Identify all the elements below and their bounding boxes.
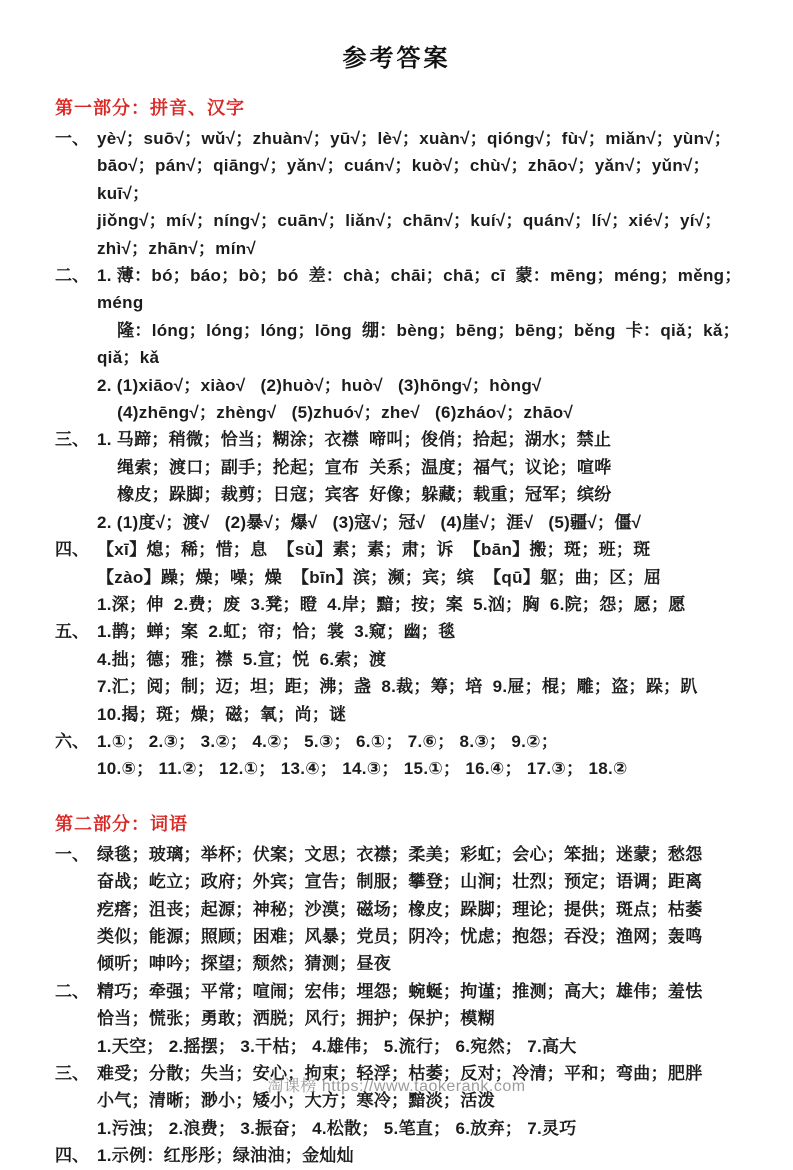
answer-line: 隆：lóng；lóng；lóng；lōng 绷：bèng；bēng；bēng；běng 卡：qiǎ；kǎ；qiǎ；kǎ: [97, 320, 740, 368]
answer-line: jiǒng√；mí√；níng√；cuān√；liǎn√；chān√；kuí√；quán√；lí√；xié√；yí√；: [97, 211, 722, 231]
answer-item: [55, 728, 753, 783]
item-label: 六、: [55, 731, 89, 751]
item-label: 四、: [55, 1146, 89, 1166]
answer-line: 1.污浊； 2.浪费； 3.振奋； 4.松散； 5.笔直； 6.放弃； 7.灵巧: [97, 1118, 577, 1138]
answer-line: 1. 马蹄；稍微；恰当；糊涂；衣襟 啼叫；俊俏；拾起；湖水；禁止: [97, 430, 612, 450]
answer-line: 小气；清晰；渺小；矮小；大方；寒冷；黯淡；活泼: [97, 1091, 495, 1111]
answer-line: 难受；分散；失当；安心；拘束；轻浮；枯萎；反对；冷清；平和；弯曲；肥胖: [97, 1064, 703, 1083]
item-lines: [97, 262, 753, 426]
answer-line: 1.深；伸 2.费；废 3.凳；瞪 4.岸；黯；按；案 5.汹；胸 6.院；怨；愿；愿: [97, 594, 686, 614]
answer-line: 10.⑤； 11.②； 12.①； 13.④； 14.③； 15.①； 16.④； 17.③； 18.②: [97, 759, 628, 779]
section-heading: 第二部分：词语: [55, 813, 188, 834]
answer-line: 精巧；牵强；平常；喧闹；宏伟；埋怨；蜿蜒；拘谨；推测；高大；雄伟；羞怯: [97, 981, 703, 1001]
answer-line: bāo√；pán√；qiāng√；yǎn√；cuán√；kuò√；chù√；zhāo√；yǎn√；yǔn√；kuī√；: [97, 156, 710, 203]
footer-watermark: [0, 1073, 793, 1096]
answer-line: 奋战；屹立；政府；外宾；宣告；制服；攀登；山涧；壮烈；预定；语调；距离: [97, 872, 703, 892]
item-lines: [97, 125, 753, 262]
answer-item: [55, 536, 753, 618]
section-items: [55, 841, 753, 1170]
item-label: 四、: [55, 540, 89, 560]
answer-line: 绳索；渡口；副手；抡起；宣布 关系；温度；福气；议论；喧哗: [97, 457, 612, 477]
answer-line: 疙瘩；沮丧；起源；神秘；沙漠；磁场；橡皮；跺脚；理论；提供；斑点；枯萎: [97, 899, 703, 919]
item-label: 一、: [55, 129, 89, 148]
answer-line: 1.天空； 2.摇摆； 3.干枯； 4.雄伟； 5.流行； 6.宛然； 7.高大: [97, 1036, 577, 1056]
page-title: 参考答案: [342, 45, 451, 72]
section-items: [55, 125, 753, 783]
item-lines: [97, 978, 753, 1060]
item-label: 二、: [55, 981, 89, 1001]
answer-line: 10.揭；斑；燥；磁；氧；尚；谜: [97, 704, 347, 724]
answer-item: [55, 978, 753, 1060]
answer-line: 1.示例：红彤彤；绿油油；金灿灿: [97, 1146, 354, 1166]
item-label: 一、: [55, 844, 89, 864]
item-lines: [97, 1142, 753, 1169]
answer-item: [55, 1142, 753, 1169]
answer-line: 1. 薄：bó；báo；bò；bó 差：chà；chāi；chā；cī 蒙：mēng；méng；měng；méng: [97, 266, 742, 313]
answer-line: 7.汇；阅；制；迈；坦；距；沸；盏 8.裁；筹；培 9.屉；棍；雕；盗；跺；趴: [97, 677, 698, 697]
answer-line: 2. (1)xiāo√；xiào√ (2)huò√；huò√ (3)hōng√；hòng√: [97, 375, 542, 395]
item-label: 三、: [55, 430, 89, 450]
answer-item: [55, 262, 753, 426]
answer-line: 绿毯；玻璃；举杯；伏案；文思；衣襟；柔美；彩虹；会心；笨拙；迷蒙；愁怨: [97, 844, 703, 864]
answer-line: yè√；suō√；wǔ√；zhuàn√；yū√；lè√；xuàn√；qióng√；fù√；miǎn√；yùn√；: [97, 129, 732, 148]
item-label: 三、: [55, 1064, 89, 1083]
item-lines: [97, 841, 753, 978]
answer-line: 倾听；呻吟；探望；颓然；猜测；昼夜: [97, 954, 392, 974]
section-heading: 第一部分：拼音、汉字: [55, 98, 245, 118]
item-label: 五、: [55, 622, 89, 642]
answer-item: [55, 125, 753, 262]
item-lines: [97, 728, 753, 783]
answer-line: 类似；能源；照顾；困难；风暴；党员；阴冷；忧虑；抱怨；吞没；渔网；轰鸣: [97, 926, 703, 946]
answer-line: 2. (1)度√；渡√ (2)暴√；爆√ (3)寇√；冠√ (4)崖√；涯√ (5)疆√；僵√: [97, 512, 642, 532]
answer-line: 1.鹊；蝉；案 2.虹；帘；恰；裳 3.窥；幽；毯: [97, 622, 456, 642]
item-lines: [97, 426, 753, 536]
answer-content: [0, 73, 793, 1170]
answer-item: [55, 426, 753, 536]
answer-line: 橡皮；跺脚；裁剪；日寇；宾客 好像；躲藏；载重；冠军；缤纷: [97, 485, 612, 505]
answer-item: [55, 618, 753, 728]
answer-line: 4.拙；德；雅；襟 5.宣；悦 6.索；渡: [97, 649, 387, 669]
answer-line: 【zào】躁；燥；噪；燥 【bīn】滨；濒；宾；缤 【qū】躯；曲；区；屈: [97, 567, 662, 587]
answer-line: 【xī】熄；稀；惜；息 【sù】素；素；肃；诉 【bān】搬；斑；班；斑: [97, 540, 651, 560]
footer-text: 淘课榜 https://www.taokerank.com: [267, 1078, 526, 1095]
item-lines: [97, 618, 753, 728]
answer-line: 恰当；慌张；勇敢；洒脱；风行；拥护；保护；模糊: [97, 1009, 495, 1029]
answer-item: [55, 841, 753, 978]
item-lines: [97, 536, 753, 618]
answer-line: zhì√；zhān√；mín√: [97, 238, 257, 258]
answer-line: 1.①； 2.③； 3.②； 4.②； 5.③； 6.①； 7.⑥； 8.③； 9.②；: [97, 731, 559, 751]
item-label: 二、: [55, 266, 89, 286]
answer-line: (4)zhēng√；zhèng√ (5)zhuó√；zhe√ (6)zháo√；zhāo√: [97, 403, 574, 423]
